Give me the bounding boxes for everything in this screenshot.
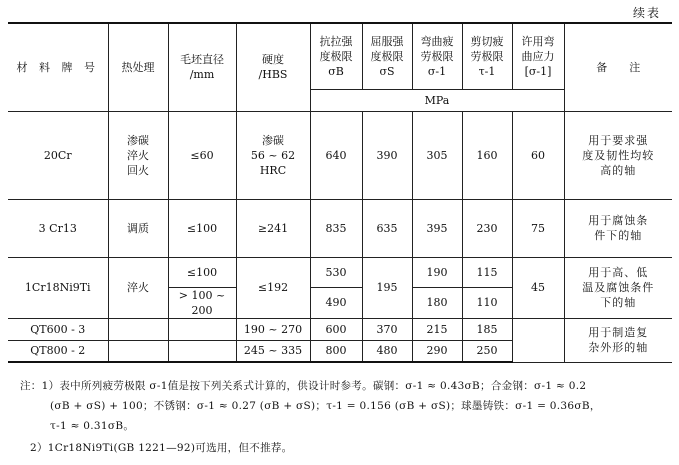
bend-cell: 290	[412, 340, 462, 362]
material-cell: QT600 - 3	[8, 318, 108, 340]
note-1-line-1: 注：1）表中所列疲劳极限 σ-1值是按下列关系式计算的，供设计时参考。碳钢：σ-1 ≈ 0.43σB；合金钢：σ-1 ≈ 0.2	[20, 380, 587, 392]
allow-cell	[512, 318, 564, 362]
tensile-cell: 600	[310, 318, 362, 340]
diameter-cell: ≤100	[168, 257, 236, 287]
remark-cell: 用于制造复 杂外形的轴	[564, 318, 672, 362]
hardness-cell: 245 ~ 335	[236, 340, 310, 362]
header-row	[8, 23, 672, 89]
table-notes	[20, 376, 670, 458]
material-cell: 20Cr	[8, 111, 108, 199]
allow-cell: 45	[512, 257, 564, 318]
bend-cell: 305	[412, 111, 462, 199]
yield-cell: 195	[362, 257, 412, 318]
heat-cell: 调质	[108, 199, 168, 257]
heat-cell	[108, 318, 168, 340]
shear-cell: 185	[462, 318, 512, 340]
heat-cell	[108, 340, 168, 362]
bend-cell: 215	[412, 318, 462, 340]
material-spec-table	[8, 22, 672, 363]
yield-cell: 635	[362, 199, 412, 257]
hardness-cell: 渗碳 56 ~ 62 HRC	[236, 111, 310, 199]
yield-cell: 390	[362, 111, 412, 199]
header-allowable-stress: 许用弯 曲应力 [σ-1]	[512, 23, 564, 89]
heat-cell: 渗碳 淬火 回火	[108, 111, 168, 199]
header-yield-strength: 屈服强 度极限 σS	[362, 23, 412, 89]
tensile-cell: 640	[310, 111, 362, 199]
note-1-line-3: τ-1 ≈ 0.31σB。	[50, 420, 135, 432]
diameter-cell: ≤100	[168, 199, 236, 257]
tensile-cell: 800	[310, 340, 362, 362]
header-shear-fatigue: 剪切疲 劳极限 τ-1	[462, 23, 512, 89]
material-cell: 1Cr18Ni9Ti	[8, 257, 108, 318]
yield-cell: 370	[362, 318, 412, 340]
hardness-cell: 190 ~ 270	[236, 318, 310, 340]
shear-cell: 250	[462, 340, 512, 362]
diameter-cell	[168, 318, 236, 340]
shear-cell: 160	[462, 111, 512, 199]
hardness-cell: ≥241	[236, 199, 310, 257]
table-row	[8, 199, 672, 257]
tensile-cell: 530	[310, 257, 362, 287]
shear-cell: 230	[462, 199, 512, 257]
remark-cell: 用于腐蚀条 件下的轴	[564, 199, 672, 257]
bend-cell: 180	[412, 287, 462, 318]
shear-cell: 110	[462, 287, 512, 318]
bend-cell: 190	[412, 257, 462, 287]
remark-cell: 用于要求强 度及韧性均较 高的轴	[564, 111, 672, 199]
allow-cell: 75	[512, 199, 564, 257]
header-heat-treatment: 热处理	[108, 23, 168, 111]
diameter-cell: ≤60	[168, 111, 236, 199]
header-hardness: 硬度 /HBS	[236, 23, 310, 111]
diameter-cell	[168, 340, 236, 362]
tensile-cell: 490	[310, 287, 362, 318]
heat-cell: 淬火	[108, 257, 168, 318]
header-remarks: 备 注	[564, 23, 672, 111]
header-blank-diameter: 毛坯直径 /mm	[168, 23, 236, 111]
unit-label: MPa	[310, 89, 564, 111]
material-cell: QT800 - 2	[8, 340, 108, 362]
remark-cell: 用于高、低 温及腐蚀条件 下的轴	[564, 257, 672, 318]
continued-label: 续表	[632, 6, 661, 20]
material-cell: 3 Cr13	[8, 199, 108, 257]
table-row	[8, 111, 672, 199]
yield-cell: 480	[362, 340, 412, 362]
header-material: 材 料 牌 号	[8, 23, 108, 111]
tensile-cell: 835	[310, 199, 362, 257]
header-bending-fatigue: 弯曲疲 劳极限 σ-1	[412, 23, 462, 89]
table-row	[8, 318, 672, 340]
hardness-cell: ≤192	[236, 257, 310, 318]
note-2: 2）1Cr18Ni9Ti(GB 1221—92)可选用，但不推荐。	[30, 442, 293, 454]
diameter-cell: > 100 ~ 200	[168, 287, 236, 318]
bend-cell: 395	[412, 199, 462, 257]
allow-cell: 60	[512, 111, 564, 199]
note-1-line-2: (σB + σS) + 100；不锈钢：σ-1 ≈ 0.27 (σB + σS)；τ-1 = 0.156 (σB + σS)；球墨铸铁：σ-1 = 0.36σB，	[50, 400, 601, 412]
table-row	[8, 257, 672, 287]
header-tensile-strength: 抗拉强 度极限 σB	[310, 23, 362, 89]
shear-cell: 115	[462, 257, 512, 287]
